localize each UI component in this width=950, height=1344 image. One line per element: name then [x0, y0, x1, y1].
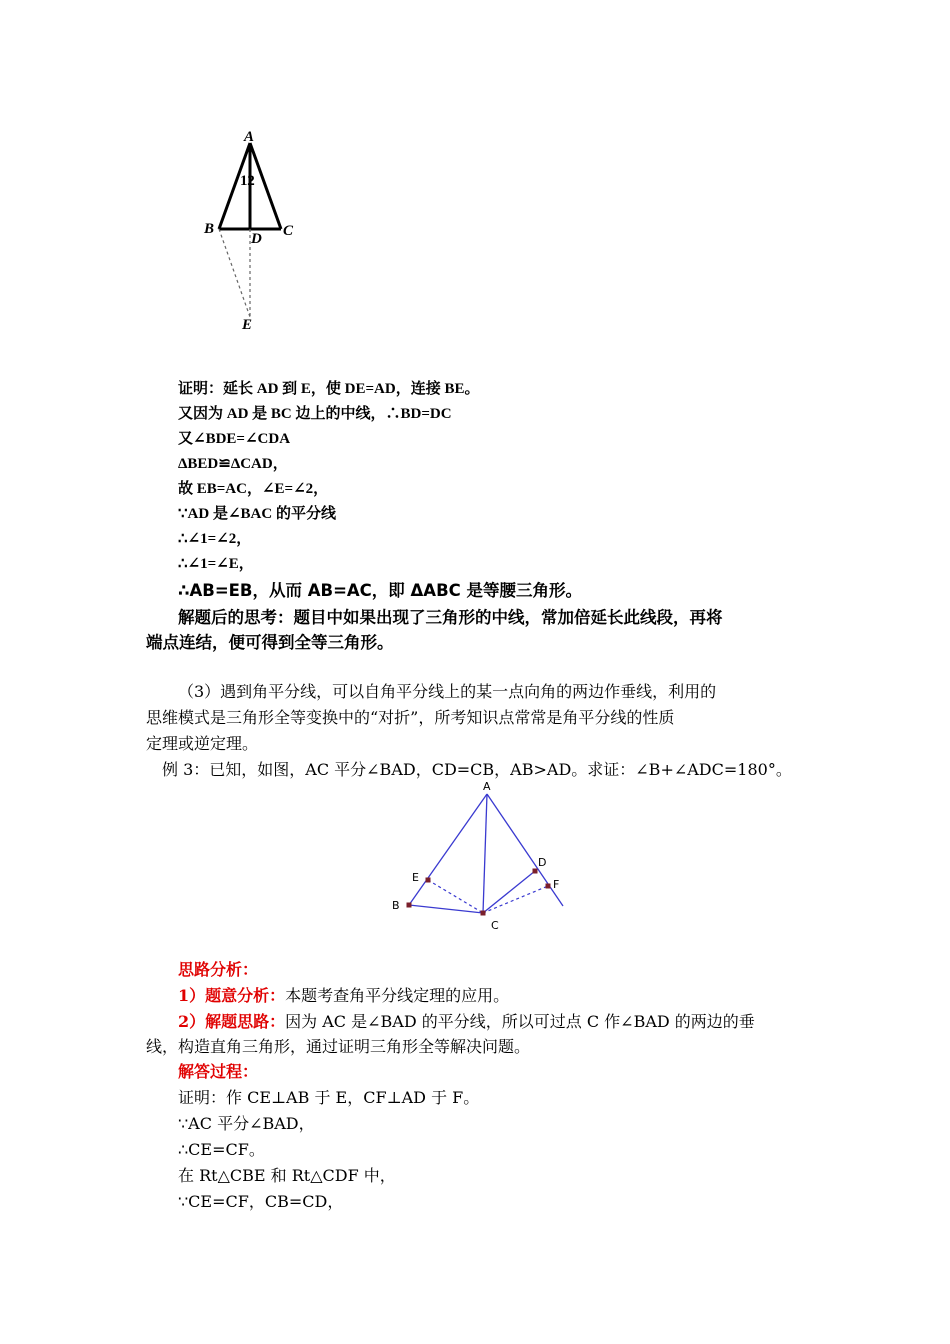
segment-ad-extended [487, 794, 563, 906]
segment-cf [483, 886, 548, 913]
example-3: 例 3：已知，如图，AC 平分∠BAD，CD=CB，AB>AD。求证：∠B+∠ADC=180°。 [162, 760, 792, 779]
point-c [481, 911, 486, 916]
segment-ac [483, 794, 487, 913]
label-e: E [242, 317, 253, 333]
label-a: A [483, 780, 491, 793]
proof-line: ∴∠1=∠E， [178, 556, 254, 572]
reflection-line-1: 解题后的思考：题目中如果出现了三角形的中线，常加倍延长此线段，再将 [178, 608, 723, 627]
label-c: C [491, 919, 499, 932]
point-b [407, 903, 412, 908]
proof-line: ∵AD 是∠BAC 的平分线 [178, 506, 336, 522]
section3-line-1: （3）遇到角平分线，可以自角平分线上的某一点向角的两边作垂线，利用的 [178, 682, 717, 701]
segment-cd [483, 871, 535, 913]
point-d [533, 869, 538, 874]
answer-line: 证明：作 CE⊥AB 于 E，CF⊥AD 于 F。 [178, 1088, 480, 1107]
label-e: E [412, 871, 419, 884]
answer-heading: 解答过程： [178, 1062, 259, 1081]
section3-line-2: 思维模式是三角形全等变换中的“对折”，所考知识点常常是角平分线的性质 [146, 708, 675, 727]
analysis-item-2-label: 2）解题思路： [178, 1012, 286, 1031]
segment-ab [409, 794, 487, 905]
label-angles: 1 2 [240, 173, 253, 189]
analysis-item-1 [178, 983, 509, 1006]
proof-line: ∴∠1=∠2， [178, 531, 252, 547]
label-b: B [392, 899, 400, 912]
segment-ac [250, 143, 281, 229]
reflection-line-2: 端点连结，便可得到全等三角形。 [146, 633, 394, 652]
figure-2 [385, 780, 575, 935]
proof-line: 故 EB=AC，∠E=∠2， [178, 481, 329, 497]
figure-1 [195, 125, 315, 340]
segment-bc [409, 905, 483, 913]
analysis-heading: 思路分析： [178, 960, 259, 979]
point-f [546, 884, 551, 889]
answer-line: 在 Rt△CBE 和 Rt△CDF 中， [178, 1166, 396, 1185]
analysis-item-1-text: 本题考查角平分线定理的应用。 [285, 986, 510, 1005]
segment-be [219, 229, 250, 317]
figure-2-diagram [385, 780, 575, 935]
point-e [426, 878, 431, 883]
answer-line: ∵AC 平分∠BAD， [178, 1114, 315, 1133]
label-d: D [538, 856, 547, 869]
proof-line: 又∠BDE=∠CDA [178, 431, 291, 447]
label-d: D [251, 231, 262, 247]
label-f: F [553, 878, 560, 891]
answer-line: ∴CE=CF。 [178, 1140, 265, 1159]
proof-line: 证明：延长 AD 到 E，使 DE=AD，连接 BE。 [178, 381, 480, 397]
proof-conclusion: ∴AB=EB，从而 AB=AC，即 ΔABC 是等腰三角形。 [178, 581, 583, 600]
analysis-item-1-label: 1）题意分析： [178, 986, 286, 1005]
label-c: C [283, 223, 294, 239]
label-b: B [204, 221, 215, 237]
label-a: A [244, 129, 255, 145]
section3-line-3: 定理或逆定理。 [146, 734, 259, 753]
proof-line: ΔBED≌ΔCAD， [178, 456, 288, 472]
answer-line: ∵CE=CF，CB=CD， [178, 1192, 344, 1211]
analysis-item-2-text: 因为 AC 是∠BAD 的平分线，所以可过点 C 作∠BAD 的两边的垂 [285, 1012, 755, 1031]
analysis-item-2 [178, 1009, 755, 1032]
proof-line: 又因为 AD 是 BC 边上的中线，∴BD=DC [178, 406, 452, 422]
analysis-item-2-continued: 线，构造直角三角形，通过证明三角形全等解决问题。 [146, 1037, 531, 1056]
